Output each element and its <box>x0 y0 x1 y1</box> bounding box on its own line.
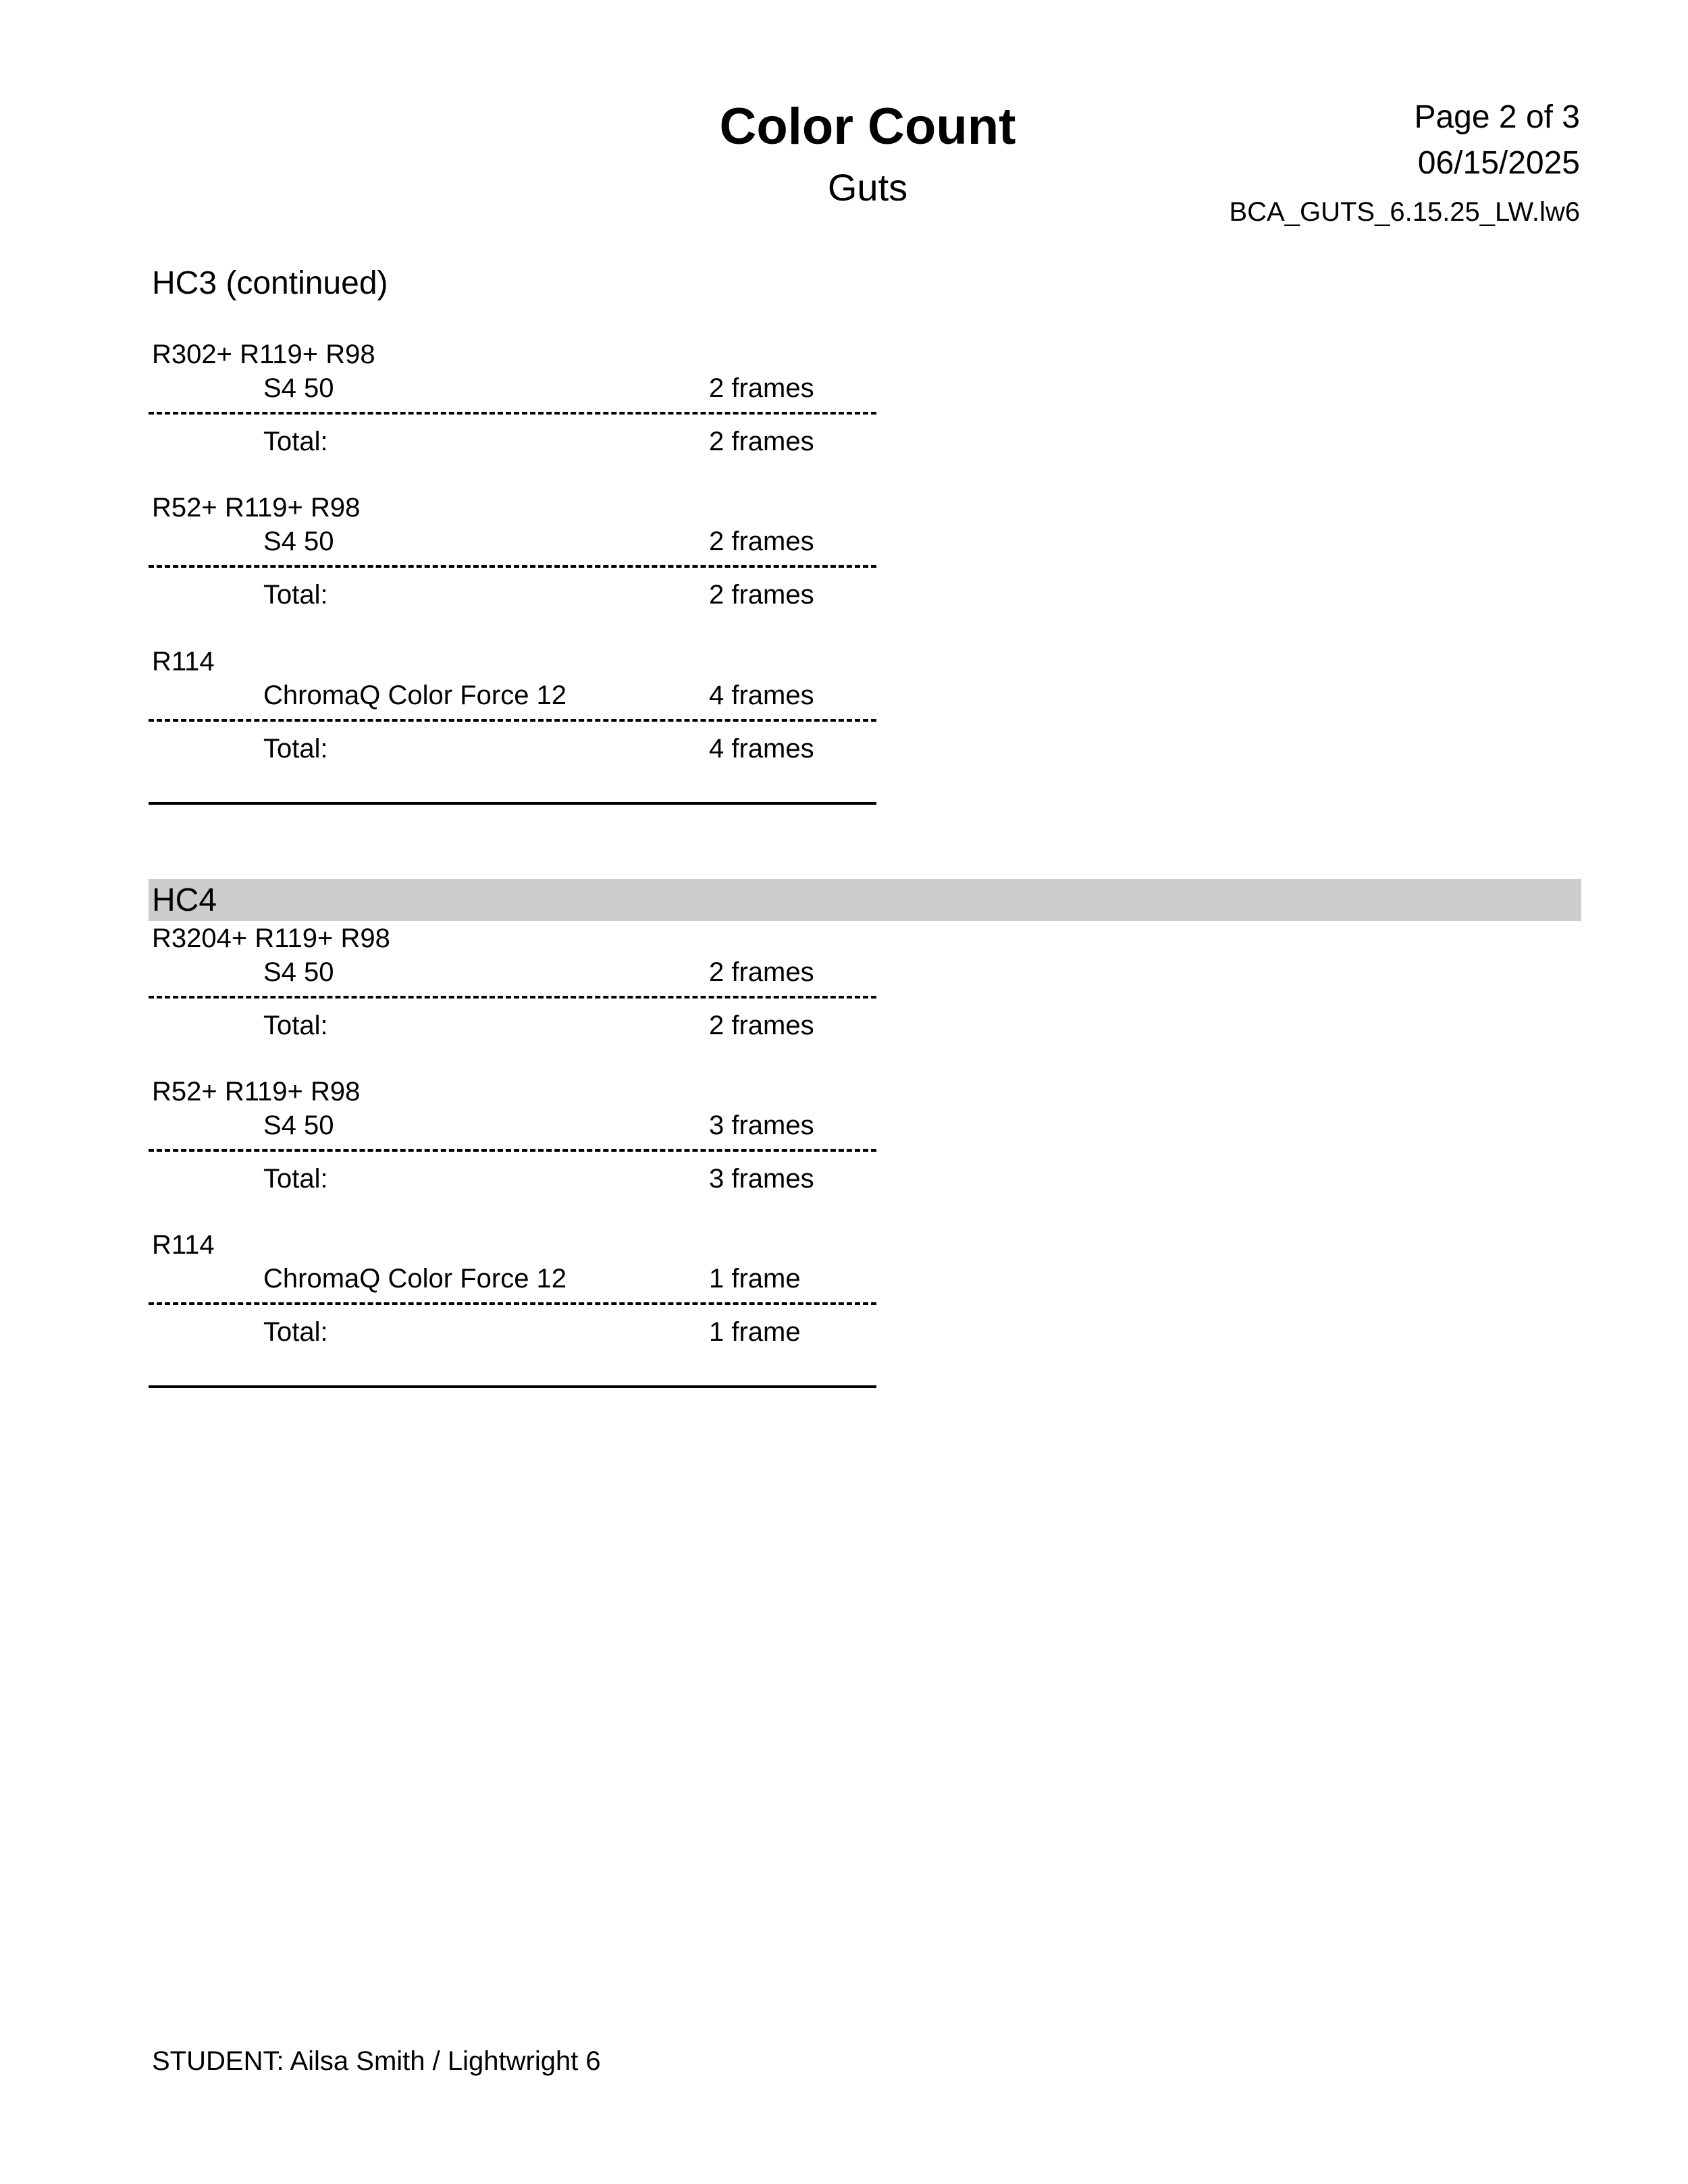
footer-student-credit: STUDENT: Ailsa Smith / Lightwright 6 <box>152 2046 601 2076</box>
total-quantity: 2 frames <box>709 1011 814 1040</box>
total-quantity: 1 frame <box>709 1317 801 1347</box>
item-label: S4 50 <box>263 373 334 403</box>
total-label: Total: <box>263 427 328 456</box>
item-quantity: 1 frame <box>709 1264 801 1294</box>
total-label: Total: <box>263 1164 328 1194</box>
color-name: R114 <box>152 1230 215 1260</box>
total-label: Total: <box>263 1317 328 1347</box>
color-name: R52+ R119+ R98 <box>152 493 361 523</box>
section-band <box>149 879 1581 921</box>
item-label: S4 50 <box>263 1111 334 1140</box>
report-title: Color Count <box>719 98 1016 155</box>
item-label: ChromaQ Color Force 12 <box>263 681 567 710</box>
file-name: BCA_GUTS_6.15.25_LW.lw6 <box>1229 197 1580 227</box>
total-quantity: 2 frames <box>709 427 814 456</box>
section-title: HC4 <box>152 882 217 918</box>
section-end-rule <box>149 1385 876 1388</box>
section-end-rule <box>149 802 876 805</box>
item-quantity: 4 frames <box>709 681 814 710</box>
page-number: Page 2 of 3 <box>1414 99 1580 135</box>
report-date: 06/15/2025 <box>1417 145 1580 181</box>
item-quantity: 2 frames <box>709 527 814 556</box>
item-quantity: 2 frames <box>709 957 814 987</box>
total-label: Total: <box>263 1011 328 1040</box>
dashed-divider <box>149 565 876 568</box>
section-title: HC3 (continued) <box>152 265 388 301</box>
total-label: Total: <box>263 734 328 764</box>
item-quantity: 2 frames <box>709 373 814 403</box>
color-name: R3204+ R119+ R98 <box>152 924 390 953</box>
color-name: R52+ R119+ R98 <box>152 1077 361 1107</box>
total-quantity: 3 frames <box>709 1164 814 1194</box>
dashed-divider <box>149 719 876 722</box>
color-name: R302+ R119+ R98 <box>152 340 375 369</box>
dashed-divider <box>149 1149 876 1152</box>
dashed-divider <box>149 996 876 998</box>
total-quantity: 4 frames <box>709 734 814 764</box>
total-quantity: 2 frames <box>709 580 814 610</box>
report-subtitle: Guts <box>827 166 908 209</box>
total-label: Total: <box>263 580 328 610</box>
item-label: S4 50 <box>263 527 334 556</box>
item-quantity: 3 frames <box>709 1111 814 1140</box>
dashed-divider <box>149 412 876 415</box>
item-label: ChromaQ Color Force 12 <box>263 1264 567 1294</box>
item-label: S4 50 <box>263 957 334 987</box>
color-name: R114 <box>152 647 215 676</box>
dashed-divider <box>149 1302 876 1305</box>
